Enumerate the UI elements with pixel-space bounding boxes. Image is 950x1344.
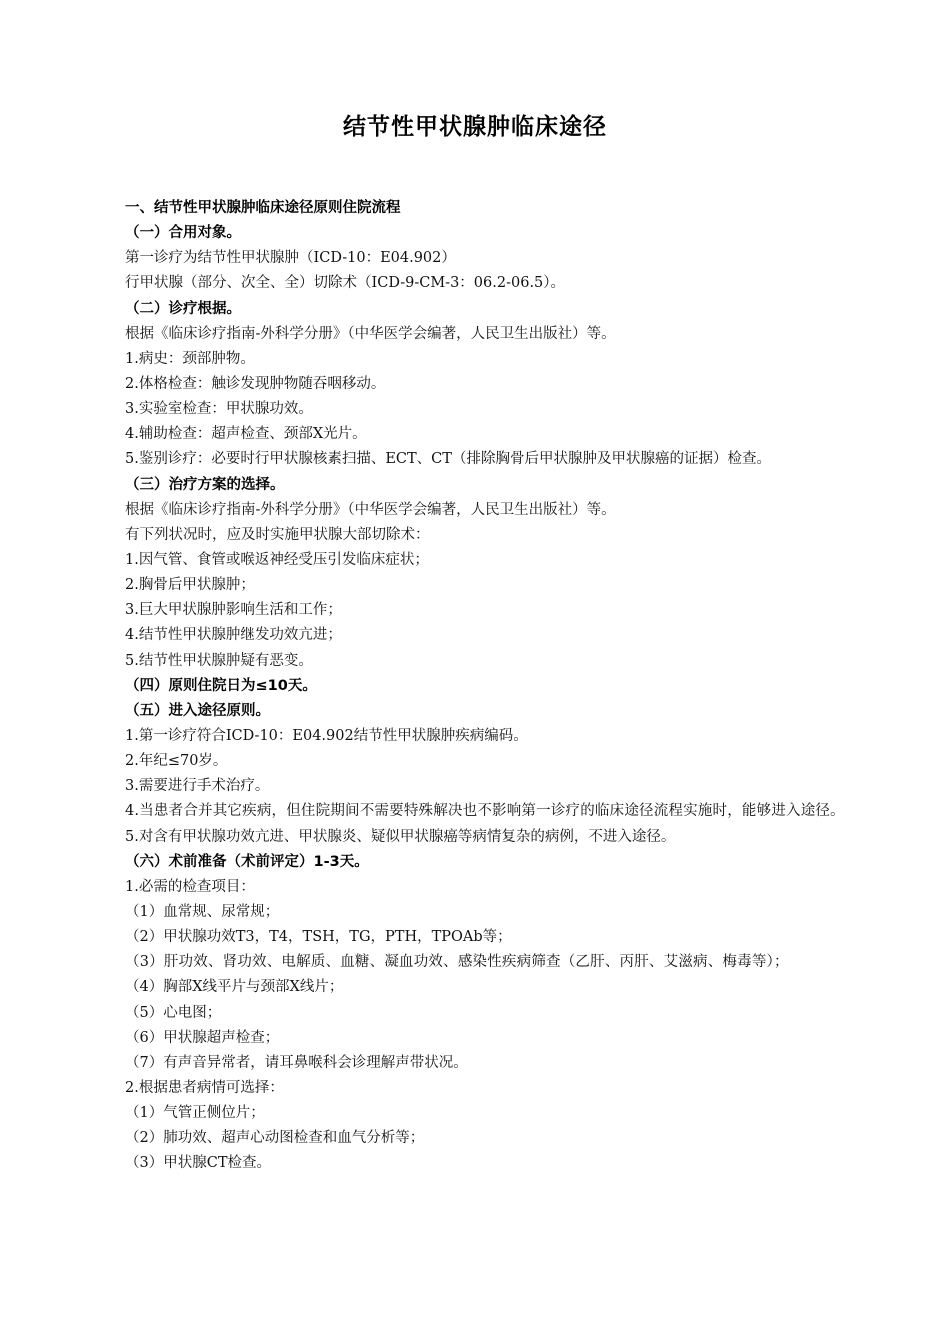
body-line: 1.必需的检查项目： xyxy=(125,878,255,895)
body-line: 有下列状况时，应及时实施甲状腺大部切除术： xyxy=(125,526,430,543)
section-heading: （三）治疗方案的选择。 xyxy=(125,476,285,493)
body-line: 2.年纪≤70岁。 xyxy=(125,753,228,770)
body-line: 3.需要进行手术治疗。 xyxy=(125,778,270,795)
body-line: 第一诊疗为结节性甲状腺肿（ICD-10：E04.902） xyxy=(125,250,456,267)
body-line: 1.因气管、食管或喉返神经受压引发临床症状； xyxy=(125,551,429,568)
body-line: （4）胸部X线平片与颈部X线片； xyxy=(125,979,344,996)
body-line: （6）甲状腺超声检查； xyxy=(125,1029,280,1046)
body-paragraph: （3）肝功效、肾功效、电解质、血糖、凝血功效、感染性疾病筛查（乙肝、丙肝、艾滋病、梅毒等）； xyxy=(125,954,789,971)
body-line: 5.对含有甲状腺功效亢进、甲状腺炎、疑似甲状腺癌等病情复杂的病例，不进入途径。 xyxy=(125,828,676,845)
section-heading: （六）术前准备（术前评定）1-3天。 xyxy=(125,853,369,870)
body-line: （3）甲状腺CT检查。 xyxy=(125,1155,271,1172)
body-line: 5.结节性甲状腺肿疑有恶变。 xyxy=(125,652,313,669)
page-title: 结节性甲状腺肿临床途径 xyxy=(343,114,607,140)
body-line: 2.胸骨后甲状腺肿； xyxy=(125,577,255,594)
body-line: 根据《临床诊疗指南-外科学分册》（中华医学会编著，人民卫生出版社）等。 xyxy=(125,325,616,342)
section-heading: （四）原则住院日为≤10天。 xyxy=(125,677,317,694)
section-heading: （五）进入途径原则。 xyxy=(125,702,270,719)
body-line: 行甲状腺（部分、次全、全）切除术（ICD-9-CM-3：06.2-06.5）。 xyxy=(125,275,566,292)
body-line: （7）有声音异常者，请耳鼻喉科会诊理解声带状况。 xyxy=(125,1054,468,1071)
body-line: 1.第一诊疗符合ICD-10：E04.902结节性甲状腺肿疾病编码。 xyxy=(125,727,528,744)
section-heading: （一）合用对象。 xyxy=(125,225,241,242)
body-paragraph: 4.当患者合并其它疾病，但住院期间不需要特殊解决也不影响第一诊疗的临床途径流程实施时，能够进入途径。 xyxy=(125,803,845,820)
body-line: 根据《临床诊疗指南-外科学分册》（中华医学会编著，人民卫生出版社）等。 xyxy=(125,501,616,518)
body-line: （2）甲状腺功效T3，T4，TSH，TG，PTH，TPOAb等； xyxy=(125,929,512,946)
section-heading: （二）诊疗根据。 xyxy=(125,300,241,317)
body-line: 2.根据患者病情可选择： xyxy=(125,1079,284,1096)
body-line: 3.巨大甲状腺肿影响生活和工作； xyxy=(125,602,342,619)
body-line: 3.实验室检查：甲状腺功效。 xyxy=(125,401,313,418)
section-heading: 一、结节性甲状腺肿临床途径原则住院流程 xyxy=(125,200,401,216)
body-line: （1）血常规、尿常规； xyxy=(125,903,280,920)
body-line: 2.体格检查：触诊发现肿物随吞咽移动。 xyxy=(125,375,386,392)
body-line: （2）肺功效、超声心动图检查和血气分析等； xyxy=(125,1130,425,1147)
document-body xyxy=(93,196,863,1177)
body-line: 4.辅助检查：超声检查、颈部X光片。 xyxy=(125,426,367,443)
body-line: 1.病史：颈部肿物。 xyxy=(125,350,255,367)
body-line: （5）心电图； xyxy=(125,1004,222,1021)
body-line: 4.结节性甲状腺肿继发功效亢进； xyxy=(125,627,342,644)
body-line: （1）气管正侧位片； xyxy=(125,1105,265,1122)
body-line: 5.鉴别诊疗：必要时行甲状腺核素扫描、ECT、CT（排除胸骨后甲状腺肿及甲状腺癌的证据）检查。 xyxy=(125,451,771,468)
